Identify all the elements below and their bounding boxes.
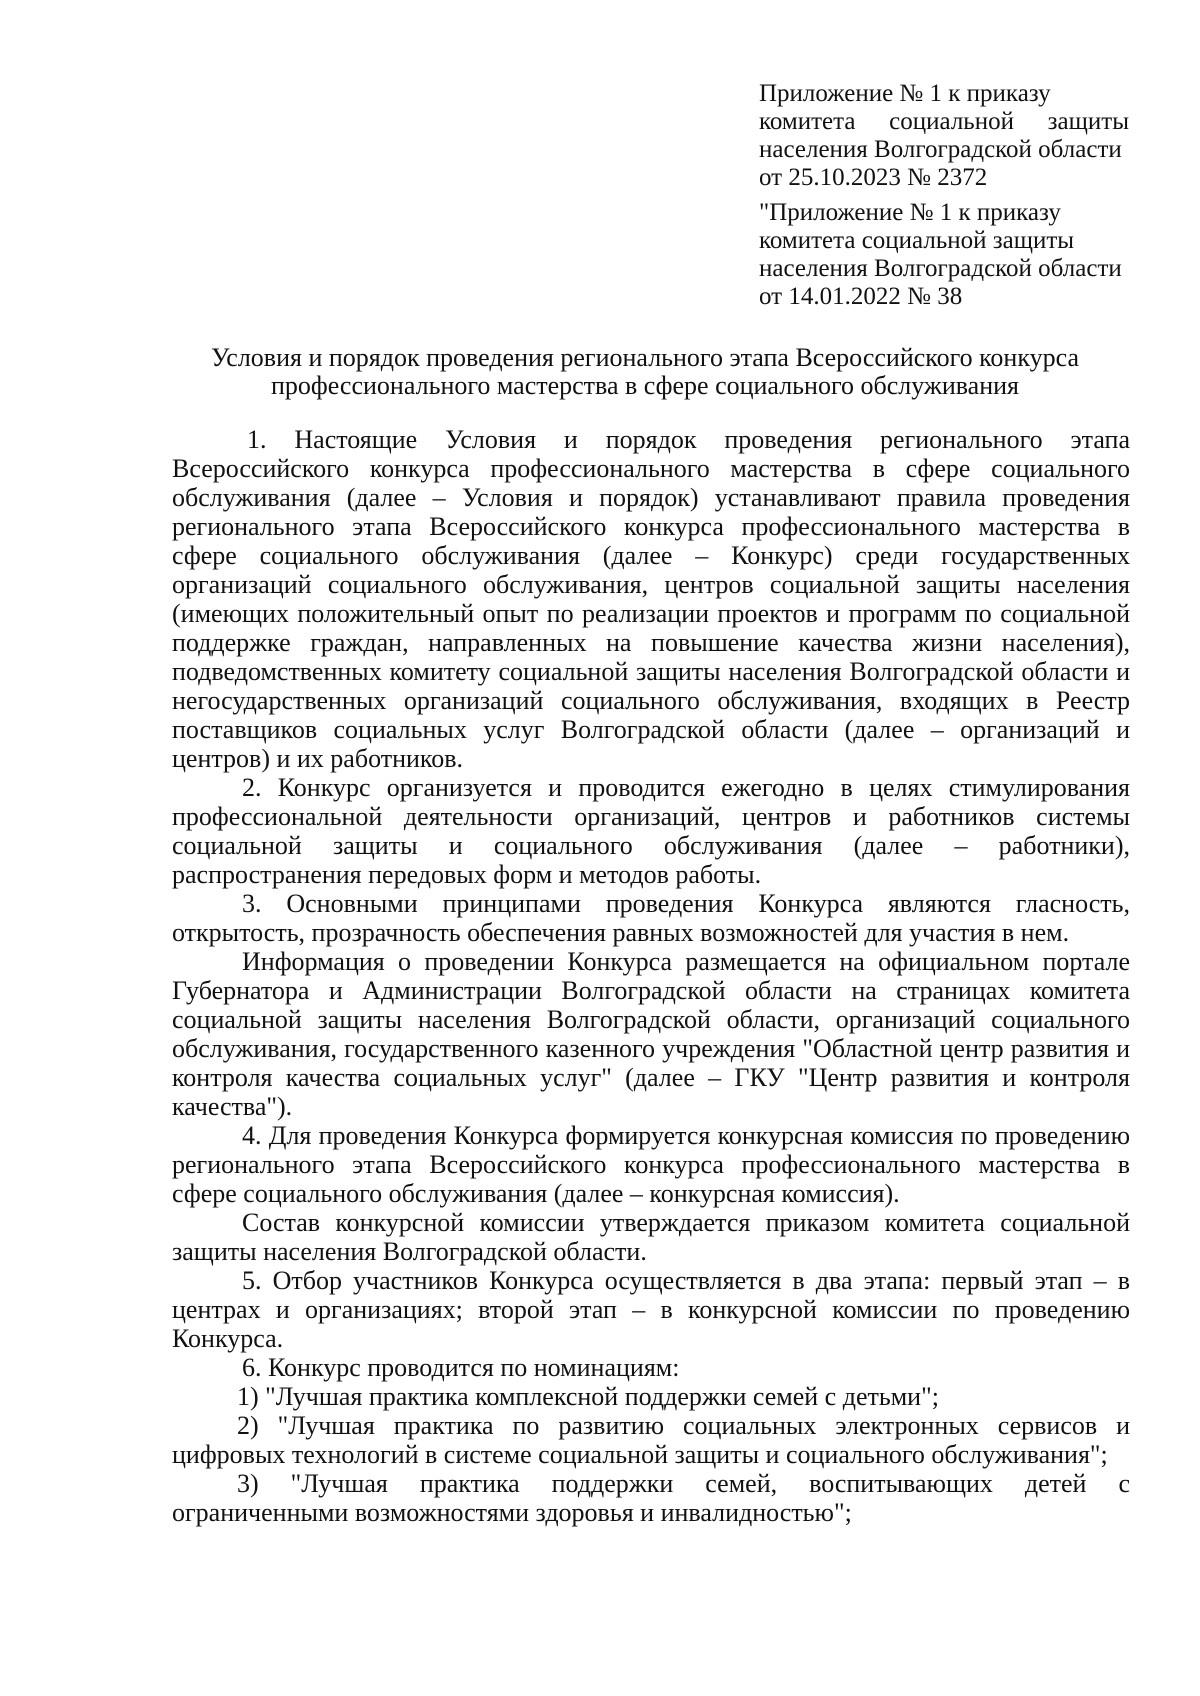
approval-line: от 14.01.2022 № 38 bbox=[759, 283, 963, 310]
approval-block-previous bbox=[759, 199, 1129, 311]
approval-line: комитета социальной защиты bbox=[759, 108, 1129, 135]
title-line: Условия и порядок проведения регионального этапа Всероссийского конкурса bbox=[211, 343, 1079, 372]
paragraph-5: 5. Отбор участников Конкурса осуществляется в два этапа: первый этап – в центрах и организациях; второй этап – в конкурсной комиссии по проведению Конкурса. bbox=[172, 1266, 1130, 1353]
paragraph-2: 2. Конкурс организуется и проводится ежегодно в целях стимулирования профессиональной деятельности организаций, центров и работников системы социальной защиты и социального обслуживания (далее – работники), распространения передовых форм и методов работы. bbox=[172, 773, 1130, 889]
paragraph-3: 3. Основными принципами проведения Конкурса являются гласность, открытость, прозрачность обеспечения равных возможностей для участия в нем. bbox=[172, 889, 1130, 947]
document-title bbox=[150, 344, 1140, 400]
paragraph-1: 1. Настоящие Условия и порядок проведения регионального этапа Всероссийского конкурса профессионального мастерства в сфере социального обслуживания (далее – Условия и порядок) устанавливают правила проведения регионального этапа Всероссийского конкурса профессионального мастерства в сфере социального обслуживания (далее – Конкурс) среди государственных организаций социального обслуживания, центров социальной защиты населения (имеющих положительный опыт по реализации проектов и программ по социальной поддержке граждан, направленных на повышение качества жизни населения), подведомственных комитету социальной защиты населения Волгоградской области и негосударственных организаций социального обслуживания, входящих в Реестр поставщиков социальных услуг Волгоградской области (далее – организаций и центров) и их работников. bbox=[172, 425, 1130, 773]
nomination-2: 2) "Лучшая практика по развитию социальных электронных сервисов и цифровых технологий в системе социальной защиты и социального обслуживания"; bbox=[172, 1411, 1130, 1469]
approval-line: населения Волгоградской области bbox=[759, 136, 1122, 163]
approval-line: "Приложение № 1 к приказу bbox=[759, 199, 1061, 226]
nomination-1: 1) "Лучшая практика комплексной поддержки семей с детьми"; bbox=[237, 1382, 939, 1411]
approval-line: комитета социальной защиты bbox=[759, 227, 1075, 254]
approval-line: населения Волгоградской области bbox=[759, 255, 1122, 282]
paragraph-commission-composition: Состав конкурсной комиссии утверждается приказом комитета социальной защиты населения Волгоградской области. bbox=[172, 1208, 1130, 1266]
paragraph-4: 4. Для проведения Конкурса формируется конкурсная комиссия по проведению регионального этапа Всероссийского конкурса профессионального мастерства в сфере социального обслуживания (далее – конкурсная комиссия). bbox=[172, 1121, 1130, 1208]
title-line: профессионального мастерства в сфере социального обслуживания bbox=[270, 371, 1020, 400]
approval-line: от 25.10.2023 № 2372 bbox=[759, 164, 988, 191]
approval-line: Приложение № 1 к приказу bbox=[759, 80, 1051, 107]
paragraph-information: Информация о проведении Конкурса размещается на официальном портале Губернатора и Администрации Волгоградской области на страницах комитета социальной защиты населения Волгоградской области, организаций социального обслуживания, государственного казенного учреждения "Областной центр развития и контроля качества социальных услуг" (далее – ГКУ "Центр развития и контроля качества"). bbox=[172, 947, 1130, 1121]
nomination-3: 3) "Лучшая практика поддержки семей, воспитывающих детей с ограниченными возможностями здоровья и инвалидностью"; bbox=[172, 1469, 1130, 1527]
paragraph-6: 6. Конкурс проводится по номинациям: bbox=[242, 1353, 680, 1382]
approval-block-current bbox=[759, 80, 1129, 192]
document-body bbox=[172, 425, 1130, 1527]
